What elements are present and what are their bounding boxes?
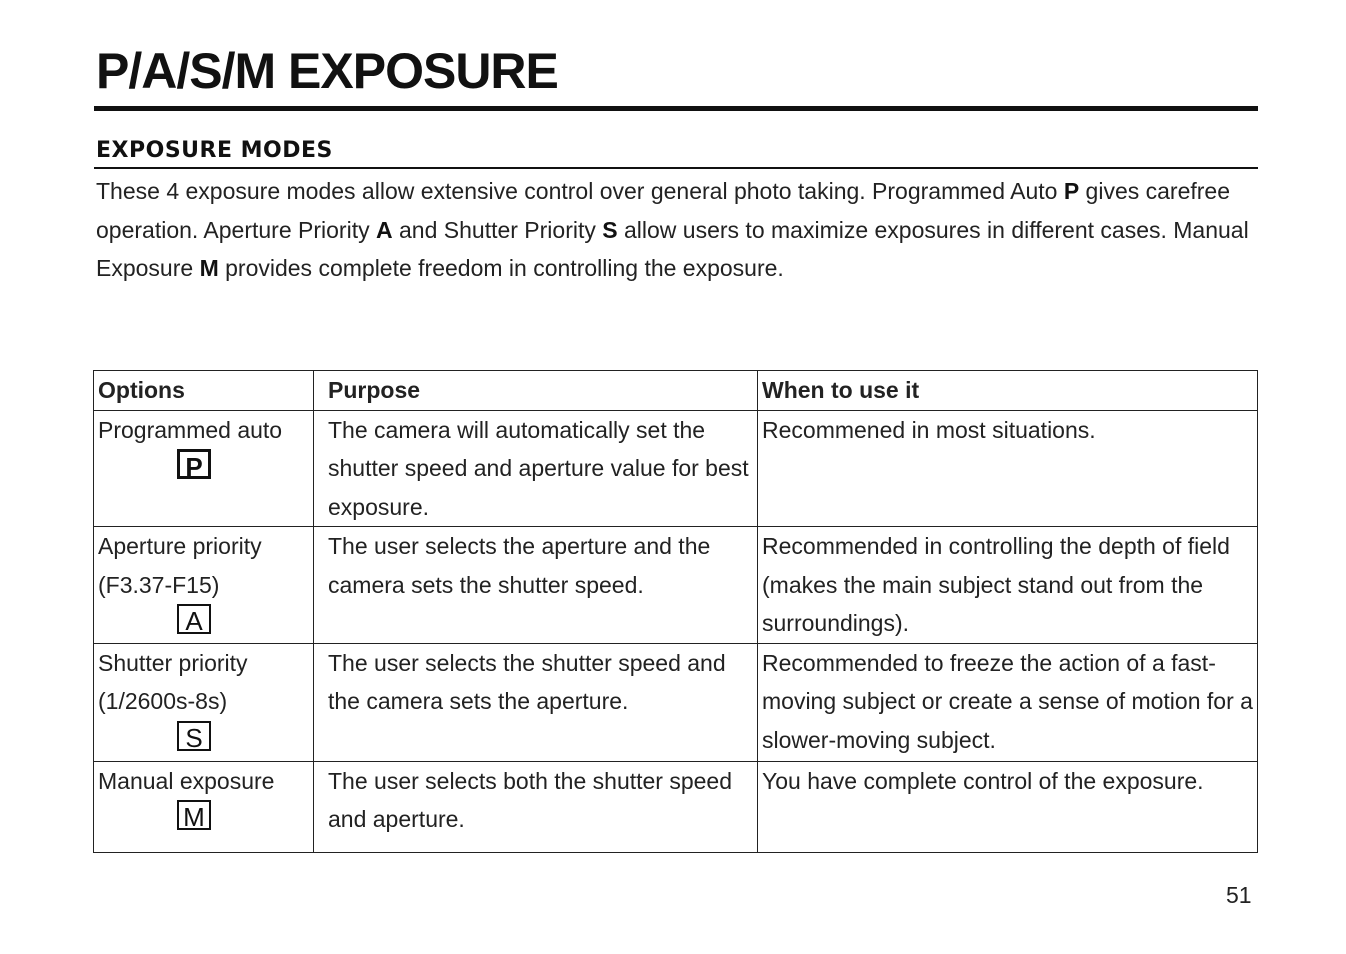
option-range: (1/2600s-8s) xyxy=(98,688,228,714)
option-label: Programmed auto xyxy=(98,416,283,443)
table-row xyxy=(94,643,1258,761)
m-mode-icon: M xyxy=(177,800,211,830)
title-divider xyxy=(94,106,1258,111)
option-label: Aperture priority xyxy=(98,533,262,559)
when-cell: You have complete control of the exposure. xyxy=(758,761,1258,852)
option-cell xyxy=(94,643,314,761)
option-cell xyxy=(94,527,314,644)
purpose-cell: The user selects both the shutter speed and aperture. xyxy=(314,761,758,852)
option-range: (F3.37-F15) xyxy=(98,571,220,598)
header-purpose: Purpose xyxy=(314,371,758,411)
when-cell: Recommened in most situations. xyxy=(758,410,1258,527)
table-row xyxy=(94,761,1258,852)
section-title: EXPOSURE MODES xyxy=(96,138,333,163)
when-cell: Recommended to freeze the action of a fast-moving subject or create a sense of motion for a slower-moving subject. xyxy=(758,643,1258,761)
intro-paragraph: These 4 exposure modes allow extensive control over general photo taking. Programmed Auto P gives carefree operation. Aperture Priority A and Shutter Priority S allow users to maximize exposures in different cases. Manual Exposure M provides complete freedom in controlling the exposure. xyxy=(96,178,1249,281)
intro-mode-s: S xyxy=(602,216,618,243)
intro-mode-a: A xyxy=(375,216,393,243)
section-divider xyxy=(94,167,1258,169)
p-mode-icon: P xyxy=(177,449,211,479)
purpose-cell: The user selects the aperture and the camera sets the shutter speed. xyxy=(314,527,758,644)
page-number: 51 xyxy=(1226,882,1252,908)
purpose-cell: The user selects the shutter speed and the camera sets the aperture. xyxy=(314,643,758,761)
table-row xyxy=(94,527,1258,644)
s-mode-icon: S xyxy=(177,721,211,751)
a-mode-icon: A xyxy=(177,604,211,634)
exposure-modes-table xyxy=(93,370,1258,853)
when-cell: Recommended in controlling the depth of field (makes the main subject stand out from the surroundings). xyxy=(758,527,1258,644)
option-label: Shutter priority xyxy=(98,649,248,676)
intro-mode-p: P xyxy=(1063,178,1080,204)
page-title: P/A/S/M EXPOSURE xyxy=(96,43,558,99)
table-header-row xyxy=(94,371,1258,411)
intro-mode-m: M xyxy=(199,255,219,281)
header-when: When to use it xyxy=(758,371,1258,411)
option-label: Manual exposure xyxy=(98,767,275,794)
option-cell xyxy=(94,410,314,527)
table-row xyxy=(94,410,1258,527)
purpose-cell: The camera will automatically set the shutter speed and aperture value for best exposure. xyxy=(314,410,758,527)
header-options: Options xyxy=(94,371,314,411)
option-cell xyxy=(94,761,314,852)
